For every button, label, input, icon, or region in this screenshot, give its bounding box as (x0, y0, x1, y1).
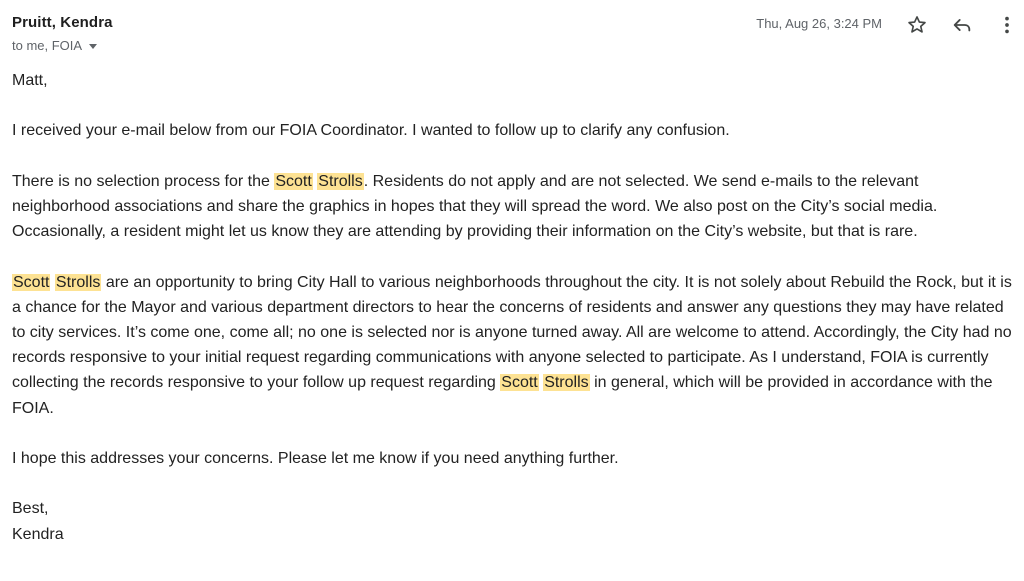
p2-text-end: . Residents do not apply and are not selected. We send e-mails to the relevant neighborhood associations and share the graphics in hopes that they will spread the word. We also post on the City’s social media. Occasionally, a resident might let us know they are attending by providing their information on the City’s website, but that is rare. (12, 172, 938, 241)
recipients-line (12, 38, 97, 53)
search-highlight: Scott (275, 172, 312, 190)
search-highlight: Scott (13, 273, 50, 291)
greeting: Matt, (12, 72, 48, 89)
email-header (12, 13, 1024, 57)
more-options-button[interactable] (995, 13, 1019, 37)
signoff: Best, (12, 500, 49, 518)
star-button[interactable] (905, 13, 929, 37)
star-icon (906, 14, 928, 36)
more-vert-icon (996, 14, 1018, 36)
body-paragraph-3 (12, 270, 1017, 421)
search-highlight: Strolls (55, 273, 101, 291)
sender-name[interactable]: Pruitt, Kendra (12, 14, 113, 31)
recipients-text: to me, FOIA (12, 38, 83, 53)
p2-text-start: There is no selection process for the (12, 172, 275, 190)
search-highlight: Strolls (318, 172, 363, 190)
reply-button[interactable] (950, 13, 974, 37)
p3-text-middle: are an opportunity to bring City Hall to various neighborhoods throughout the city. It is not solely about Rebuild the Rock, but it is a chance for the Mayor and various department directors to hear the concerns of residents and answer any questions they may have related to city services. It’s come one, come all; no one is selected nor is anyone turned away. All are welcome to attend. Accordingly, the City had no records responsive to your initial request regarding communications with anyone selected to participate. As I understand, FOIA is currently collecting the records responsive to your follow up request regarding (12, 273, 1012, 392)
signature: Kendra (12, 525, 64, 543)
body-paragraph-1: I received your e-mail below from our FOIA Coordinator. I wanted to follow up to clarify any confusion. (12, 122, 730, 140)
reply-icon (951, 14, 973, 36)
email-date: Thu, Aug 26, 3:24 PM (756, 16, 882, 31)
search-highlight: Strolls (544, 374, 589, 392)
email-body (12, 68, 1017, 547)
search-highlight: Scott (501, 374, 538, 392)
body-paragraph-4: I hope this addresses your concerns. Please let me know if you need anything further. (12, 449, 619, 467)
p3-text-end: in general, which will be provided in accordance with the FOIA. (12, 374, 993, 417)
show-details-caret-icon[interactable] (89, 44, 97, 49)
body-paragraph-2 (12, 169, 1017, 245)
